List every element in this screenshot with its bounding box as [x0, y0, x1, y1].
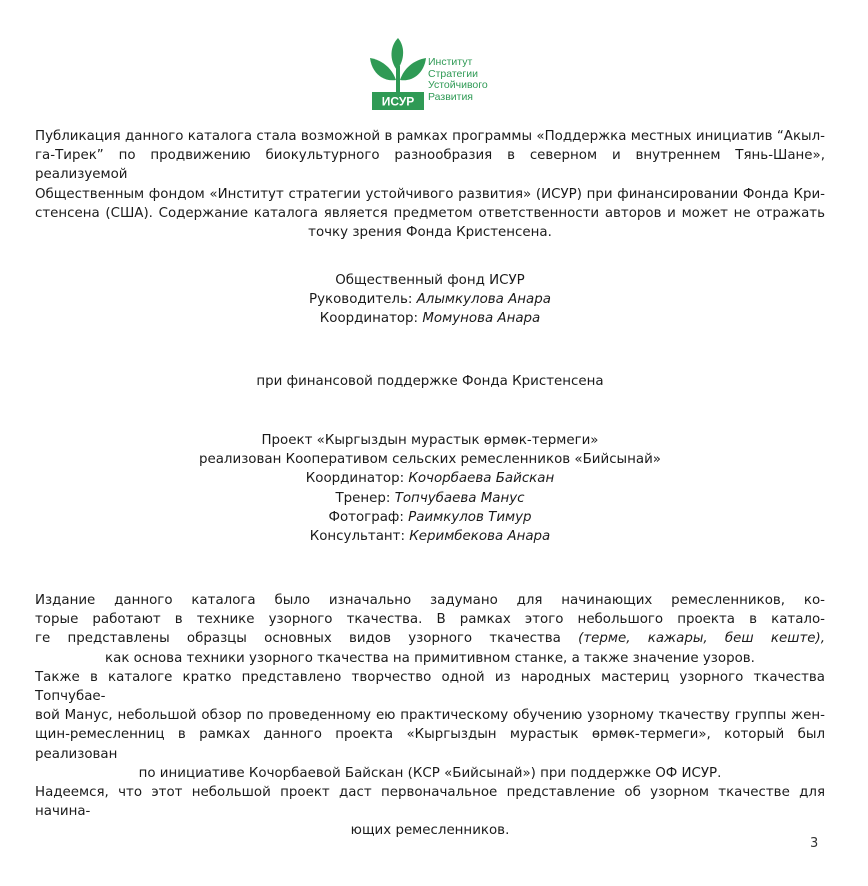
role-name: Топчубаева Манус: [394, 490, 525, 506]
about-line: Также в каталоге кратко представлено творчество одной из народных мастериц узорного ткачества Топчубае-: [35, 669, 825, 705]
about-line: Издание данного каталога было изначально задумано для начинающих ремесленников, ко-: [35, 593, 825, 608]
about-line: [35, 629, 825, 648]
intro-paragraph: [35, 127, 825, 242]
fund-name: Общественный фонд ИСУР: [335, 273, 525, 288]
logo-wordmark: [428, 57, 488, 103]
support-line: [35, 372, 825, 391]
about-line: Надеемся, что этот небольшой проект даст первоначальное представление об узорном ткачестве для начина-: [35, 785, 825, 820]
weaving-types: (терме, кажары, беш кеште),: [578, 631, 826, 647]
project-credits: [35, 431, 825, 546]
fund-coordinator: [35, 309, 825, 328]
about-line: щин-ремесленниц в рамках данного проекта «Кыргыздын мурастык өрмөк-термеги», который был реализован: [35, 727, 825, 762]
project-title: Проект «Кыргыздын мурастык өрмөк-термеги»: [261, 433, 599, 448]
about-line: торые работают в технике узорного ткачества. В рамках этого небольшого проекта в катало-: [35, 612, 825, 628]
about-line-text: ге представлены образцы основных видов узорного ткачества: [35, 631, 561, 647]
project-role: [35, 508, 825, 527]
project-role: [35, 489, 825, 508]
project-role: [35, 469, 825, 488]
logo-line: Развития: [428, 90, 473, 103]
about-line: ющих ремесленников.: [350, 823, 510, 839]
role-label: Консультант:: [309, 529, 405, 545]
role-label: Тренер:: [335, 490, 391, 506]
fund-head: [35, 290, 825, 309]
fund-coordinator-label: Координатор:: [319, 311, 419, 327]
intro-line: стенсена (США). Содержание каталога является предметом ответственности авторов и может не отражать: [35, 205, 825, 221]
about-line: вой Манус, небольшой обзор по проведенному ею практическому обучению узорному ткачеству группы жен-: [35, 708, 825, 724]
sprout-icon: [368, 36, 428, 112]
page-number: 3: [810, 836, 819, 851]
intro-line: га-Тирек” по продвижению биокультурного разнообразия в северном и внутреннем Тянь-Шане», реализуемой: [35, 148, 825, 183]
fund-head-name: Алымкулова Анара: [416, 292, 551, 308]
isur-logo: [368, 36, 508, 112]
role-name: Раимкулов Тимур: [408, 509, 532, 525]
logo-abbr: ИСУР: [381, 94, 415, 109]
about-section: [35, 591, 825, 841]
logo-line: Стратегии: [428, 67, 478, 80]
role-name: Керимбекова Анара: [409, 529, 551, 545]
project-implementer: реализован Кооперативом сельских ремесленников «Бийсынай»: [198, 452, 661, 468]
fund-coordinator-name: Момунова Анара: [422, 311, 541, 327]
about-line: как основа техники узорного ткачества на примитивном станке, а также значение узоров.: [105, 650, 755, 666]
logo-line: Институт: [428, 56, 473, 68]
intro-line: точку зрения Фонда Кристенсена.: [308, 225, 552, 241]
project-role: [35, 527, 825, 546]
about-line: по инициативе Кочорбаевой Байскан (КСР «Бийсынай») при поддержке ОФ ИСУР.: [138, 765, 722, 781]
role-label: Координатор:: [305, 471, 405, 487]
logo-line: Устойчивого: [428, 79, 488, 91]
intro-line: Общественным фондом «Институт стратегии устойчивого развития» (ИСУР) при финансировании Фонда Кри-: [35, 186, 825, 202]
role-name: Кочорбаева Байскан: [408, 471, 555, 487]
fund-credits: [35, 271, 825, 329]
support-text: при финансовой поддержке Фонда Кристенсена: [256, 374, 604, 389]
role-label: Фотограф:: [328, 509, 404, 525]
fund-head-label: Руководитель:: [309, 292, 413, 308]
intro-line: Публикация данного каталога стала возможной в рамках программы «Поддержка местных инициатив “Акыл-: [35, 129, 825, 144]
